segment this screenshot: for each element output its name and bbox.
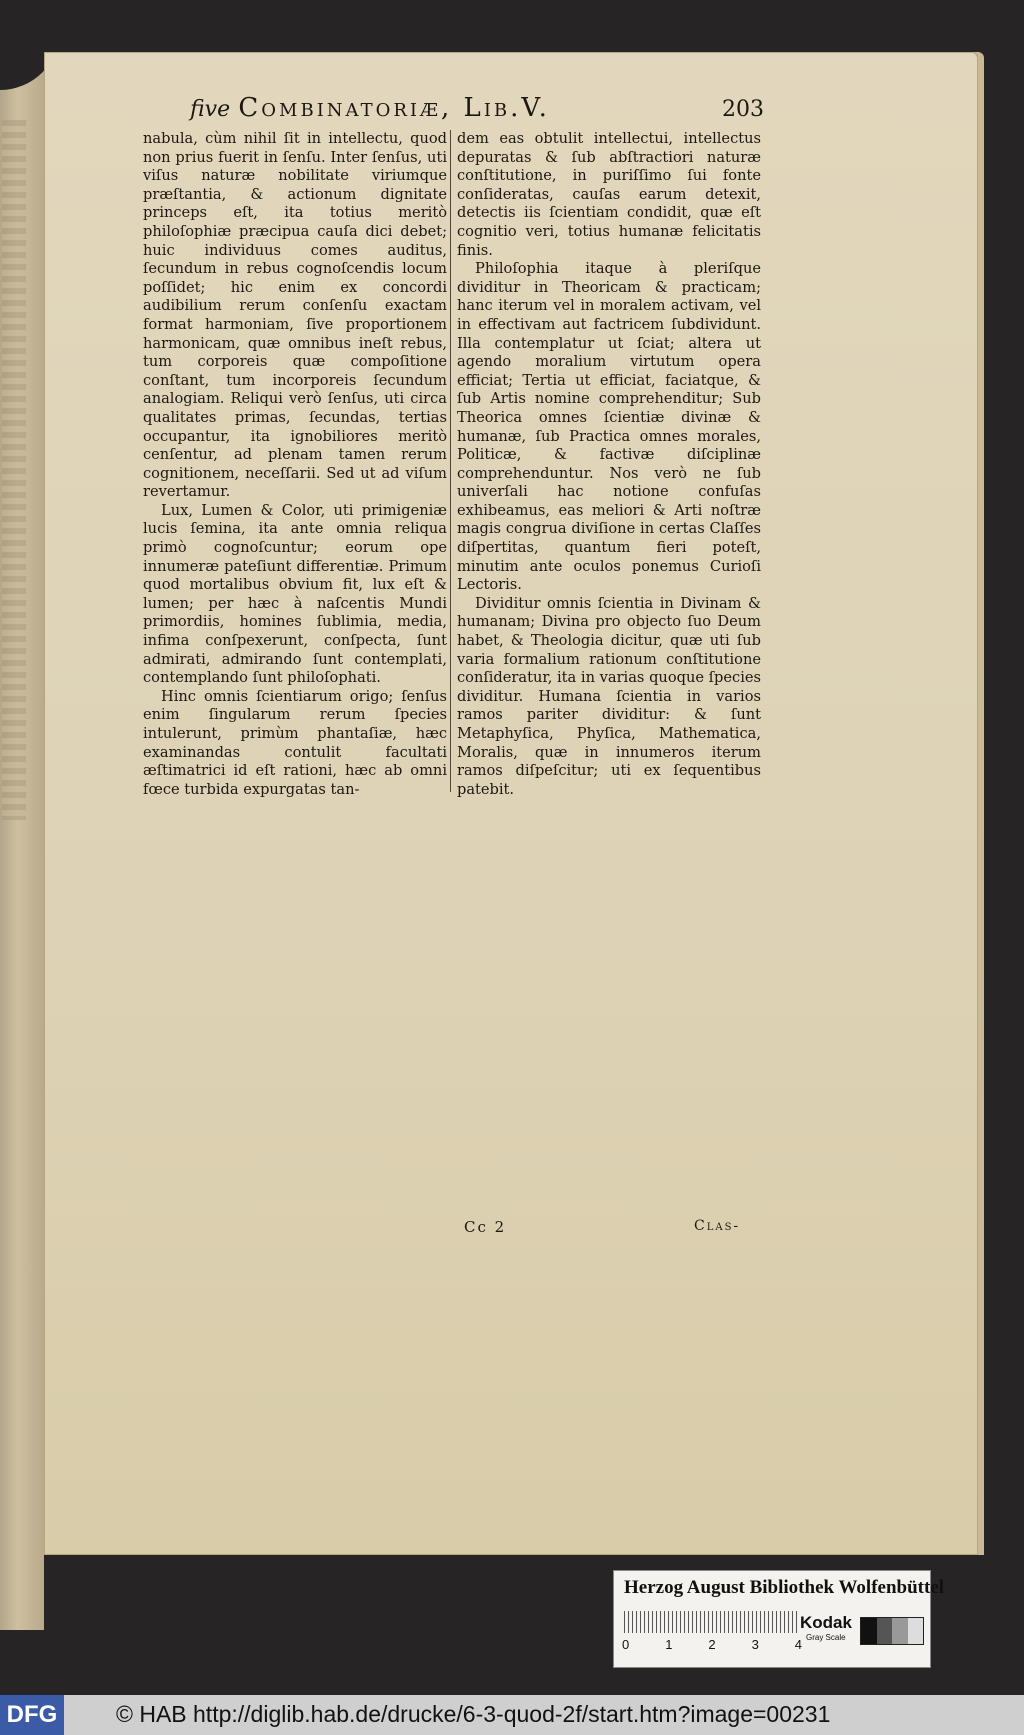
left-text-column [143, 130, 447, 799]
paragraph: Lux, Lumen & Color, uti primigeniæ lucis ſemina, ita ante omnia reliqua primò cognoſcuntur; eorum ope innumeræ pateſiunt differentiæ. Primum quod mortalibus obvium fit, lux eſt & lumen; per hæc à naſcentis Mundi primordiis, homines ſublimia, media, infima conſpexerunt, conſpecta, ſunt admirati, admirando ſunt contemplati, contemplando ſunt philoſophati. [143, 501, 447, 687]
paragraph: Dividitur omnis ſcientia in Divinam & humanam; Divina pro objecto ſuo Deum habet, & Theologia dicitur, quæ uti ſub varia formalium rationum conſtitutione conſideratur, ita in varias quoque ſpecies dividitur. Humana ſcientia in varios ramos pariter dividitur: & ſunt Metaphyſica, Phyſica, Mathematica, Moralis, quæ in innumeros iterum ramos diſpeſcitur; uti ex ſequentibus patebit. [457, 594, 761, 798]
catchword: Clas- [694, 1218, 741, 1234]
paragraph: dem eas obtulit intellectui, intellectus depuratas & ſub abſtractiori naturæ conſtitutione, in puriſſimo ſui fonte conſideratas, cauſas earum detexit, detectis iis ſcientiam condidit, quæ eſt cognitio veri, totius humanæ felicitatis finis. [457, 130, 761, 259]
kodak-brand: Kodak [800, 1613, 852, 1632]
running-header [190, 93, 764, 123]
gray-patch [877, 1618, 893, 1644]
ruler-number: 4 [794, 1637, 802, 1652]
ruler-scale [624, 1611, 797, 1633]
gray-patch [892, 1618, 908, 1644]
page-number: 203 [722, 97, 764, 122]
running-title-italic: five [190, 97, 231, 122]
copyright-url[interactable]: © HAB http://diglib.hab.de/drucke/6-3-quod-2f/start.htm?image=00231 [116, 1701, 831, 1727]
running-title [190, 93, 550, 123]
paragraph: nabula, cùm nihil ſit in intellectu, quod non prius fuerit in ſenſu. Inter ſenſus, uti viſus naturæ nobilitate viriumque præſtantia, & actionum dignitate princeps eſt, ita totius meritò philoſophiæ præcipua cauſa dici debet; huic individuus comes auditus, ſecundum in rebus cognoſcendis locum poſſidet; hic enim ex concordi audibilium rerum conſenſu exactam format harmoniam, ſive proportionem harmonicam, quæ omnibus ineſt rebus, tum corporeis quæ compoſitione conſtant, tum incorporeis ſecundum analogiam. Reliqui verò ſenſus, uti circa qualitates primas, ſecundas, tertias occupantur, ita ignobiliores meritò cenſentur, ad plenam tamen rerum cognitionem, neceſſarii. Sed ut ad viſum revertamur. [143, 130, 447, 501]
library-name: Herzog August Bibliothek Wolfenbüttel [624, 1577, 945, 1598]
gray-patch [861, 1618, 877, 1644]
dfg-logo: DFG [0, 1695, 64, 1735]
gray-patch [908, 1618, 924, 1644]
column-rule [450, 130, 451, 792]
paragraph: Philoſophia itaque à pleriſque dividitur in Theoricam & practicam; hanc iterum vel in moralem activam, vel in effectivam aut factricem ſubdividunt. Illa contemplatur ut ſciat; altera ut agendo moralium virtutum opera efficiat; Tertia ut efficiat, faciatque, & ſub Artis nomine comprehenditur; Sub Theorica omnes ſcientiæ divinæ & humanæ, ſub Practica omnes morales, Politicæ, & factivæ diſciplinæ comprehenduntur. Nos verò ne ſub univerſali hac notione confuſas exhibeamus, eas meliori & Arti noſtræ magis congrua diviſione in certas Claſſes diſpertitas, quantum fieri poteſt, minutim ante oculos ponemus Curioſi Lectoris. [457, 260, 761, 594]
ruler-number: 0 [622, 1637, 630, 1652]
right-text-column [457, 130, 761, 799]
ruler-number: 2 [708, 1637, 716, 1652]
ruler-number: 1 [665, 1637, 673, 1652]
paragraph: Hinc omnis ſcientiarum origo; ſenſus enim ſingularum rerum ſpecies intulerunt, primùm phantaſiæ, hæc examinandas contulit facultati æſtimatrici id eſt rationi, hæc ab omni fœce turbida expurgatas tan- [143, 687, 447, 798]
ruler-number: 3 [751, 1637, 759, 1652]
library-color-card [613, 1570, 945, 1668]
running-title-main: Combinatoriæ, Lib.V. [238, 93, 550, 123]
facing-page-text-bleed [2, 120, 26, 820]
ruler-numbers [622, 1637, 802, 1652]
viewer-footer [0, 1695, 1024, 1735]
grayscale-caption: Gray Scale [806, 1633, 846, 1642]
facing-page-edge [0, 30, 44, 1630]
grayscale-patches [860, 1617, 924, 1645]
signature-mark: Cc 2 [464, 1218, 507, 1236]
